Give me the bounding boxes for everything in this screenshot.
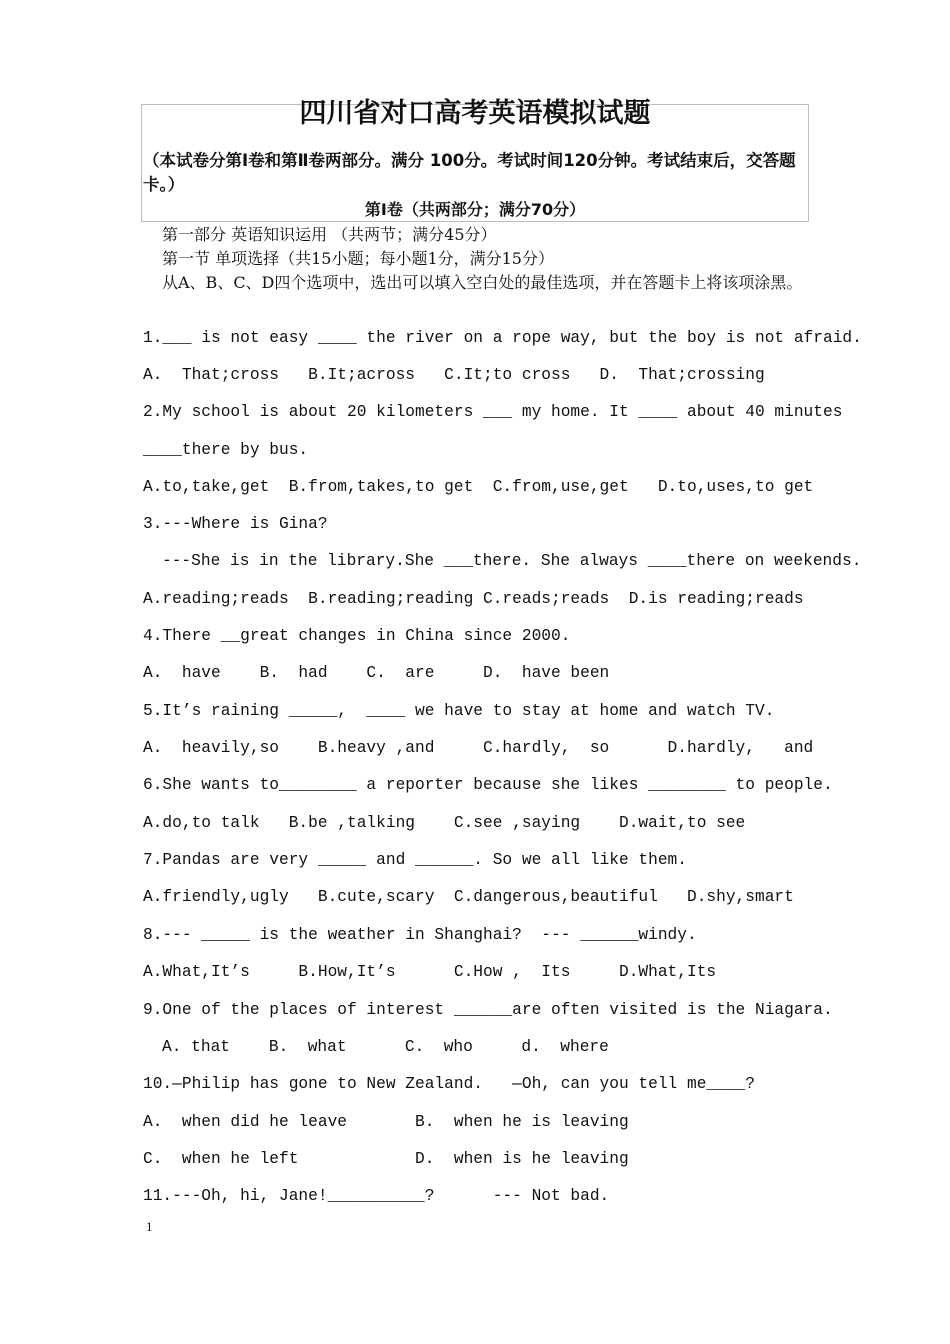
instruction-text: 从A、B、C、D四个选项中，选出可以填入空白处的最佳选项，并在答题卡上将该项涂黑。 (162, 273, 803, 292)
question-7: 7.Pandas are very _____ and ______. So we all like them. (143, 851, 687, 869)
exam-subtitle: （本试卷分第Ⅰ卷和第Ⅱ卷两部分。满分 100分。考试时间120分钟。考试结束后，交答题卡。） (143, 151, 796, 194)
part-heading: 第一部分 英语知识运用 （共两节；满分45分） (162, 225, 497, 244)
exam-title: 四川省对口高考英语模拟试题 (299, 98, 651, 129)
question-3-continued: ---She is in the library.She ___there. She always ____there on weekends. (162, 552, 862, 570)
question-8-options: A.What,It’s B.How,It’s C.How , Its D.What,Its (143, 963, 717, 981)
question-6-options: A.do,to talk B.be ,talking C.see ,saying D.wait,to see (143, 814, 746, 832)
question-10: 10.—Philip has gone to New Zealand. —Oh, can you tell me____? (143, 1075, 755, 1093)
question-10-options-ab: A. when did he leave B. when he is leaving (143, 1113, 629, 1131)
question-5-options: A. heavily,so B.heavy ,and C.hardly, so D.hardly, and (143, 739, 814, 757)
question-5: 5.It’s raining _____, ____ we have to stay at home and watch TV. (143, 702, 775, 720)
question-10-options-cd: C. when he left D. when is he leaving (143, 1150, 629, 1168)
question-6: 6.She wants to________ a reporter because she likes ________ to people. (143, 776, 833, 794)
question-1-options: A. That;cross B.It;across C.It;to cross D. That;crossing (143, 366, 765, 384)
question-2-continued: ____there by bus. (143, 441, 309, 459)
question-11: 11.---Oh, hi, Jane!__________? --- Not bad. (143, 1187, 610, 1205)
question-8: 8.--- _____ is the weather in Shanghai? --- ______windy. (143, 926, 697, 944)
question-9: 9.One of the places of interest ______are often visited is the Niagara. (143, 1001, 833, 1019)
question-3-options: A.reading;reads B.reading;reading C.reads;reads D.is reading;reads (143, 590, 804, 608)
page-number: 1 (146, 1219, 153, 1234)
question-9-options: A. that B. what C. who d. where (162, 1038, 609, 1056)
section-heading: 第一节 单项选择（共15小题；每小题1分，满分15分） (162, 249, 554, 268)
question-3: 3.---Where is Gina? (143, 515, 328, 533)
question-1: 1.___ is not easy ____ the river on a rope way, but the boy is not afraid. (143, 329, 862, 347)
question-2-options: A.to,take,get B.from,takes,to get C.from,use,get D.to,uses,to get (143, 478, 814, 496)
question-4: 4.There __great changes in China since 2000. (143, 627, 571, 645)
question-7-options: A.friendly,ugly B.cute,scary C.dangerous,beautiful D.shy,smart (143, 888, 794, 906)
section-title: 第Ⅰ卷（共两部分；满分70分） (364, 200, 586, 219)
question-4-options: A. have B. had C. are D. have been (143, 664, 610, 682)
question-2: 2.My school is about 20 kilometers ___ my home. It ____ about 40 minutes (143, 403, 843, 421)
